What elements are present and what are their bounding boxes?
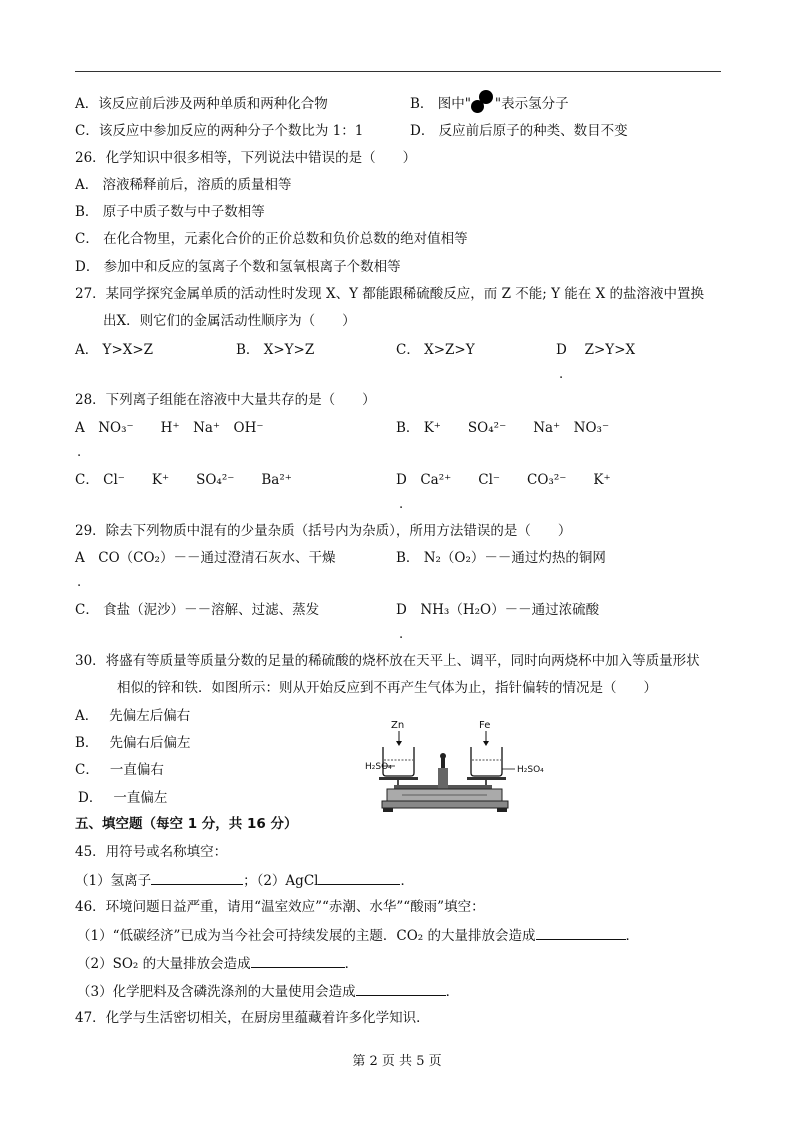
q26-option-c[interactable]: C． 在化合物里，元素化合价的正价总数和负价总数的绝对值相等 bbox=[75, 231, 468, 247]
q29-option-b[interactable]: B． N₂（O₂）－－通过灼热的铜网 bbox=[396, 550, 606, 566]
q46-line-3-text: （3）化学肥料及含磷洗涤剂的大量使用会造成 bbox=[77, 984, 356, 1000]
fig-left-pan bbox=[379, 777, 418, 780]
q25-option-c[interactable]: C．该反应中参加反应的两种分子个数比为 1：1 bbox=[75, 123, 364, 139]
q46-blank-1[interactable] bbox=[536, 925, 626, 940]
fig-zn-arrowhead bbox=[396, 741, 402, 746]
q26-option-b[interactable]: B． 原子中质子数与中子数相等 bbox=[75, 204, 265, 220]
fig-base-bottom bbox=[382, 801, 508, 808]
q46-blank-3[interactable] bbox=[356, 981, 446, 996]
fig-center-post bbox=[438, 768, 448, 789]
q26-stem: 26．化学知识中很多相等，下列说法中错误的是（ ） bbox=[75, 150, 417, 166]
q27-option-d[interactable]: D Z>Y>X bbox=[556, 342, 636, 358]
fig-right-pan bbox=[467, 777, 506, 780]
q46-stem: 46．环境问题日益严重，请用“温室效应”“赤潮、水华”“酸雨”填空： bbox=[75, 899, 485, 915]
q46-line-1-text: （1）“低碳经济”已成为当今社会可持续发展的主题．CO₂ 的大量排放会造成 bbox=[77, 928, 536, 944]
fig-right-foot bbox=[497, 808, 507, 812]
q25-option-d[interactable]: D． 反应前后原子的种类、数目不变 bbox=[410, 123, 628, 139]
fig-left-foot bbox=[383, 808, 393, 812]
q30-stem-line1: 30．将盛有等质量等质量分数的足量的稀硫酸的烧杯放在天平上、调平，同时向两烧杯中加入等质量形状 bbox=[75, 653, 700, 669]
q46-line-3-end: ． bbox=[445, 984, 460, 1000]
q46-blank-2[interactable] bbox=[251, 953, 345, 968]
q45-stem: 45．用符号或名称填空： bbox=[75, 844, 228, 860]
fig-left-acid-label: H₂SO₄ bbox=[365, 762, 392, 772]
q30-option-b[interactable]: B． 先偏右后偏左 bbox=[75, 735, 191, 751]
q27-option-a[interactable]: A． Y>X>Z bbox=[75, 342, 154, 358]
fig-fe-label: Fe bbox=[479, 720, 491, 731]
q45-label-2: ；（2）AgCl bbox=[243, 873, 319, 889]
q28-option-a[interactable]: A NO₃⁻ H⁺ Na⁺ OH⁻ bbox=[75, 420, 264, 436]
q28-option-d[interactable]: D Ca²⁺ Cl⁻ CO₃²⁻ K⁺ bbox=[396, 472, 611, 488]
q29-option-d-dot: . bbox=[399, 627, 404, 642]
q30-stem-line2: 相似的锌和铁．如图所示：则从开始反应到不再产生气体为止，指针偏转的情况是（ ） bbox=[117, 680, 657, 696]
q29-option-a[interactable]: A CO（CO₂）－－通过澄清石灰水、干燥 bbox=[75, 550, 336, 566]
q47-stem: 47．化学与生活密切相关，在厨房里蕴藏着许多化学知识． bbox=[75, 1010, 430, 1026]
fig-right-beaker bbox=[471, 747, 502, 776]
fig-right-acid-label: H₂SO₄ bbox=[517, 765, 544, 775]
q25-option-a[interactable]: A．该反应前后涉及两种单质和两种化合物 bbox=[75, 96, 328, 112]
q46-line-1 bbox=[77, 925, 639, 945]
q29-option-a-dot: . bbox=[77, 575, 82, 590]
q28-option-c[interactable]: C． Cl⁻ K⁺ SO₄²⁻ Ba²⁺ bbox=[75, 472, 292, 488]
q45-blank-1[interactable] bbox=[151, 870, 243, 885]
fig-zn-label: Zn bbox=[391, 720, 405, 731]
q30-option-d[interactable]: D． 一直偏左 bbox=[78, 790, 168, 806]
q30-option-c[interactable]: C． 一直偏右 bbox=[75, 762, 164, 778]
q46-line-3 bbox=[77, 981, 459, 1001]
q46-line-2 bbox=[77, 953, 358, 973]
fig-pivot bbox=[440, 753, 446, 759]
q27-option-d-dot: . bbox=[559, 367, 564, 382]
q25-option-b[interactable] bbox=[410, 95, 569, 114]
q26-option-a[interactable]: A． 溶液稀释前后，溶质的质量相等 bbox=[75, 177, 292, 193]
q46-line-2-text: （2）SO₂ 的大量排放会造成 bbox=[77, 956, 251, 972]
q45-end: ． bbox=[400, 873, 414, 889]
q25-option-b-post: "表示氢分子 bbox=[494, 96, 569, 112]
q27-option-b[interactable]: B． X>Y>Z bbox=[236, 342, 315, 358]
q27-stem-line1: 27．某同学探究金属单质的活动性时发现 X、Y 都能跟稀硫酸反应，而 Z 不能; Y 能在 X 的盐溶液中置换 bbox=[75, 286, 704, 302]
balance-figure bbox=[362, 715, 552, 818]
q28-option-b[interactable]: B． K⁺ SO₄²⁻ Na⁺ NO₃⁻ bbox=[396, 420, 610, 436]
q29-option-c[interactable]: C． 食盐（泥沙）－－溶解、过滤、蒸发 bbox=[75, 602, 320, 618]
section-5-title: 五、填空题（每空 1 分，共 16 分） bbox=[75, 816, 298, 832]
q29-stem: 29．除去下列物质中混有的少量杂质（括号内为杂质），所用方法错误的是（ ） bbox=[75, 523, 572, 539]
hydrogen-molecule-icon bbox=[471, 96, 495, 114]
q28-option-d-dot: . bbox=[399, 497, 404, 512]
q46-line-2-end: ． bbox=[344, 956, 359, 972]
q45-line bbox=[75, 870, 414, 890]
q29-option-d[interactable]: D NH₃（H₂O）－－通过浓硫酸 bbox=[396, 602, 600, 618]
q25-option-b-pre: B． 图中" bbox=[410, 96, 471, 112]
q27-stem-line2: 出X．则它们的金属活动性顺序为（ ） bbox=[103, 313, 356, 329]
header-rule bbox=[75, 71, 721, 72]
q30-option-a[interactable]: A． 先偏左后偏右 bbox=[75, 708, 191, 724]
q28-stem: 28．下列离子组能在溶液中大量共存的是（ ） bbox=[75, 392, 376, 408]
q45-blank-2[interactable] bbox=[318, 870, 400, 885]
q27-option-c[interactable]: C． X>Z>Y bbox=[396, 342, 475, 358]
fig-fe-arrowhead bbox=[483, 741, 489, 746]
q28-option-a-dot: . bbox=[77, 445, 82, 460]
q26-option-d[interactable]: D． 参加中和反应的氢离子个数和氢氧根离子个数相等 bbox=[75, 259, 401, 275]
q46-line-1-end: ． bbox=[625, 928, 639, 944]
page-footer: 第 2 页 共 5 页 bbox=[352, 1054, 442, 1069]
q45-label-1: （1）氢离子 bbox=[75, 873, 152, 889]
